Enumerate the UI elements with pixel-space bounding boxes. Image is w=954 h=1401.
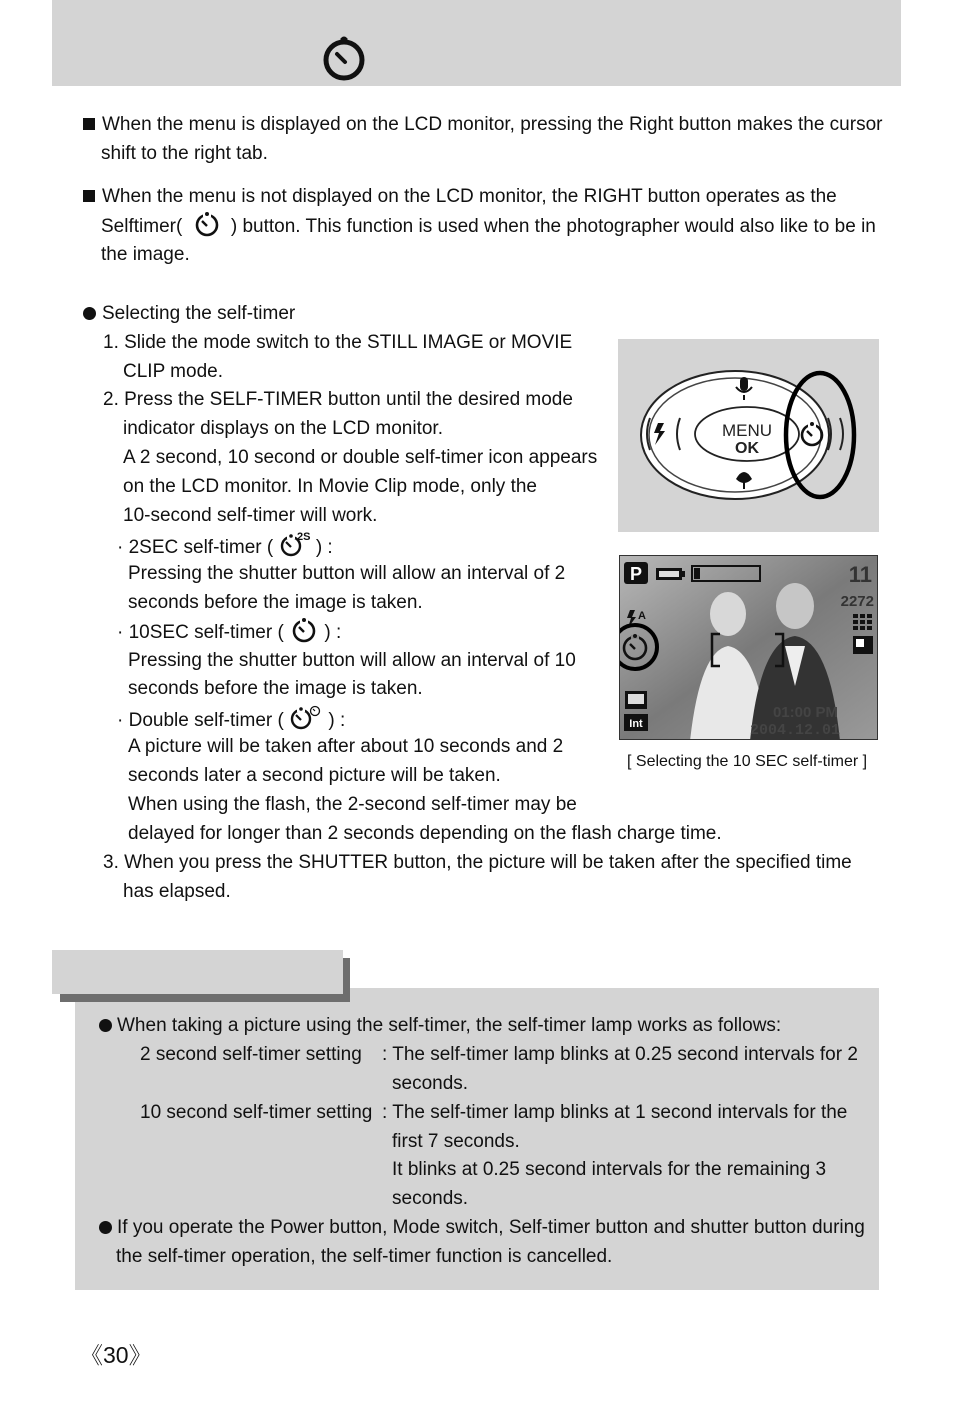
timer-desc: Pressing the shutter button will allow an interval of 2: [128, 563, 566, 584]
header-bar: [52, 0, 901, 86]
note-row-text: seconds.: [392, 1073, 469, 1094]
timer-desc: When using the flash, the 2-second self-timer may be: [128, 794, 577, 815]
note-row-text: first 7 seconds.: [392, 1131, 520, 1152]
intro-line: the image.: [101, 244, 190, 265]
svg-text:2S: 2S: [296, 531, 310, 543]
step-line: A 2 second, 10 second or double self-timer icon appears: [123, 447, 598, 468]
svg-text:2272: 2272: [840, 593, 874, 610]
svg-text:OK: OK: [735, 440, 759, 457]
note-row-text: : The self-timer lamp blinks at 0.25 second intervals for 2: [382, 1044, 858, 1065]
timer-desc: seconds before the image is taken.: [128, 592, 423, 613]
self-timer-2s-icon: [279, 530, 311, 558]
step-line: has elapsed.: [123, 881, 231, 902]
step-line: 3. When you press the SHUTTER button, the picture will be taken after the specified time: [103, 852, 852, 873]
timer-desc: Pressing the shutter button will allow an interval of 10: [128, 650, 576, 671]
self-timer-icon: [289, 617, 319, 643]
lcd-drawing: [620, 556, 878, 740]
square-bullet-icon: [83, 190, 95, 202]
step-line: CLIP mode.: [123, 361, 223, 382]
lcd-display-icon: [625, 691, 647, 709]
timer-double-label: · Double self-timer ( ) :: [117, 703, 345, 735]
intro-line: When the menu is displayed on the LCD monitor, pressing the Right button makes the cursor: [83, 110, 882, 139]
step-line: 10-second self-timer will work.: [123, 505, 378, 526]
svg-text:P: P: [629, 564, 643, 584]
timer-10s-label: · 10SEC self-timer ( ) :: [117, 617, 341, 647]
battery-icon: [656, 568, 685, 580]
timer-desc: seconds later a second picture will be taken.: [128, 765, 501, 786]
timer-2s-label: · 2SEC self-timer ( 2S ) :: [117, 531, 333, 558]
timer-desc: seconds before the image is taken.: [128, 678, 423, 699]
timer-desc: delayed for longer than 2 seconds depending on the flash charge time.: [128, 823, 722, 844]
svg-text:MENU: MENU: [721, 421, 773, 440]
note-row-text: seconds.: [392, 1188, 469, 1209]
step-line: on the LCD monitor. In Movie Clip mode, only the: [123, 476, 537, 497]
lcd-screen: [619, 555, 878, 740]
square-bullet-icon: [83, 118, 95, 130]
svg-text:2004.12.01: 2004.12.01: [749, 722, 840, 739]
step-line: indicator displays on the LCD monitor.: [123, 418, 443, 439]
note-row-text: : The self-timer lamp blinks at 1 second intervals for the: [382, 1102, 848, 1123]
section-heading: Selecting the self-timer: [83, 299, 295, 328]
note-bullet: If you operate the Power button, Mode switch, Self-timer button and shutter button during: [99, 1213, 865, 1242]
self-timer-icon: [321, 34, 367, 82]
step-line: 2. Press the SELF-TIMER button until the desired mode: [103, 389, 573, 410]
note-line: the self-timer operation, the self-timer function is cancelled.: [116, 1246, 613, 1267]
double-self-timer-icon: [289, 703, 323, 731]
note-row-text: It blinks at 0.25 second intervals for the remaining 3: [392, 1159, 827, 1180]
svg-text:01:00 PM: 01:00 PM: [772, 704, 838, 721]
note-tab: [52, 950, 343, 994]
self-timer-icon: [192, 211, 222, 237]
svg-text:11: 11: [848, 562, 872, 587]
metering-icon: [853, 636, 873, 654]
note-row-label: 10 second self-timer setting: [140, 1102, 373, 1123]
intro-line: When the menu is not displayed on the LCD monitor, the RIGHT button operates as the: [83, 182, 837, 211]
intro-line: Selftimer( ) button. This function is used when the photographer would also like to be in: [101, 211, 876, 241]
svg-text:A: A: [638, 610, 646, 622]
timer-desc: A picture will be taken after about 10 seconds and 2: [128, 736, 564, 757]
note-row-label: 2 second self-timer setting: [140, 1044, 362, 1065]
step-line: 1. Slide the mode switch to the STILL IMAGE or MOVIE: [103, 332, 573, 353]
svg-text:Int: Int: [629, 718, 643, 730]
round-bullet-icon: [99, 1019, 112, 1032]
note-bullet: When taking a picture using the self-timer, the self-timer lamp works as follows:: [99, 1011, 781, 1040]
internal-memory-icon: [624, 714, 648, 731]
dpad-drawing: [618, 339, 879, 532]
round-bullet-icon: [83, 307, 96, 320]
lcd-caption: [ Selecting the 10 SEC self-timer ]: [627, 753, 868, 770]
page-number: 《30》: [80, 1342, 152, 1368]
round-bullet-icon: [99, 1221, 112, 1234]
intro-line: shift to the right tab.: [101, 143, 268, 164]
quality-icon: [853, 614, 872, 630]
dpad-illustration: [618, 339, 879, 532]
